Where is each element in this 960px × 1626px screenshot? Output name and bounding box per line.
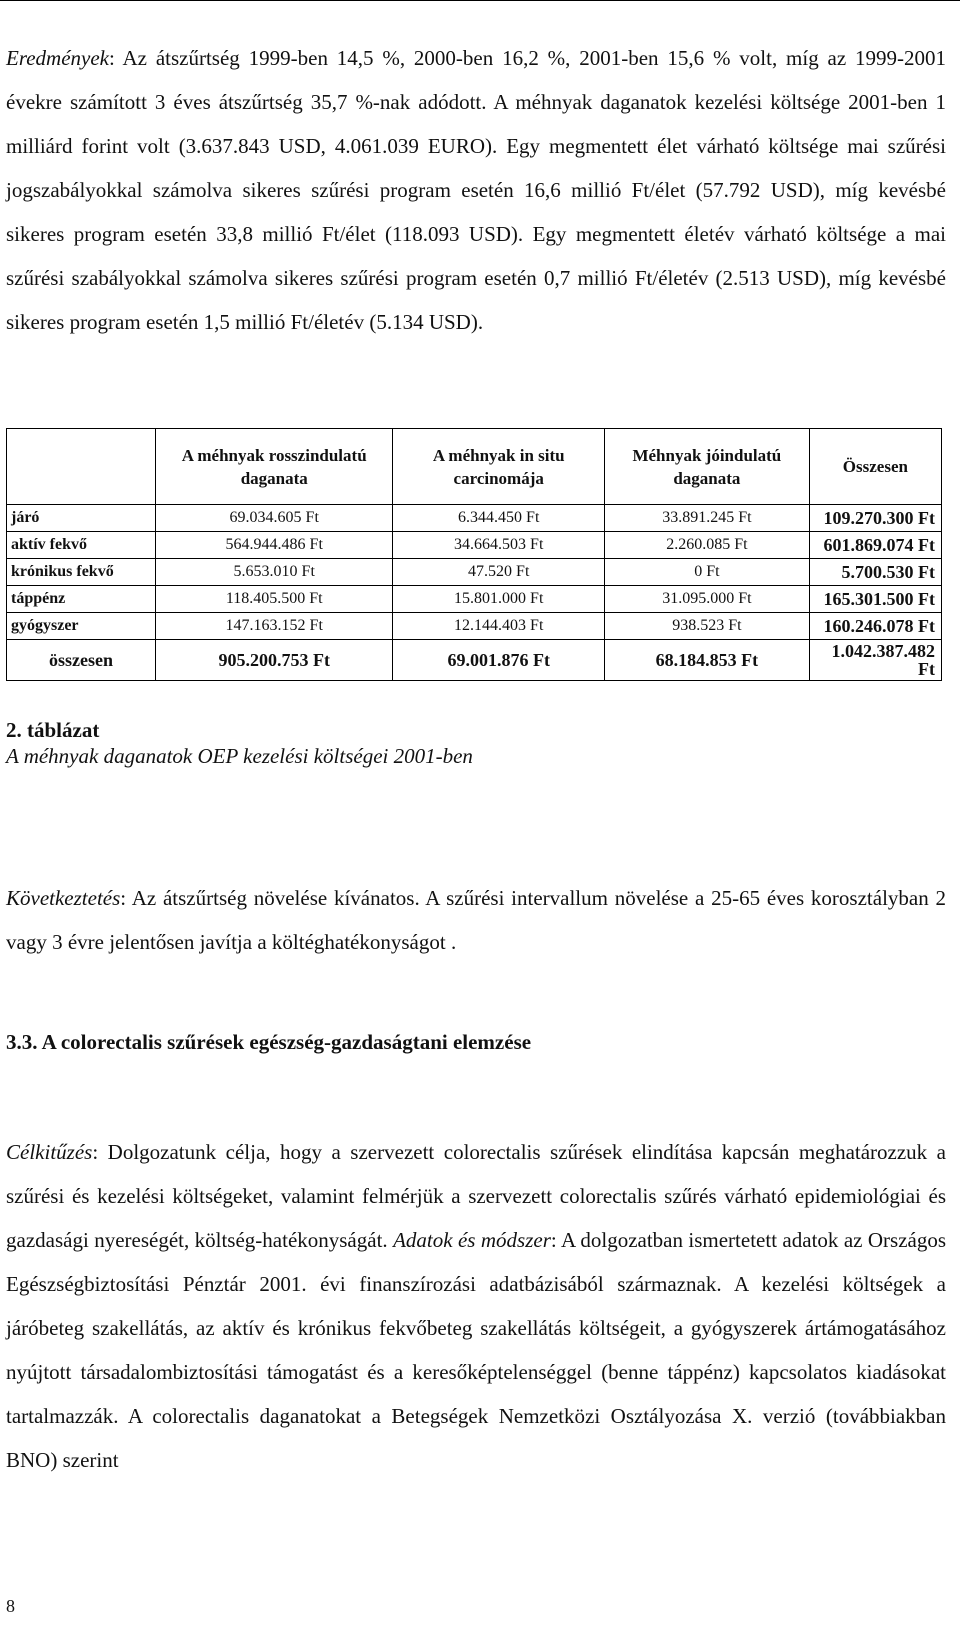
objective-paragraph	[6, 1130, 946, 1482]
header-empty	[7, 429, 156, 505]
table-row	[7, 613, 942, 640]
header-in-situ: A méhnyak in situ carcinomája	[393, 429, 605, 505]
cell-total: 109.270.300 Ft	[809, 505, 941, 532]
section-heading: 3.3. A colorectalis szűrések egészség-gazdaságtani elemzése	[6, 1030, 532, 1054]
table-row	[7, 532, 942, 559]
page-number: 8	[6, 1596, 15, 1616]
cell-in-situ: 12.144.403 Ft	[393, 613, 605, 640]
cell-malignant: 69.034.605 Ft	[156, 505, 393, 532]
cell-in-situ: 15.801.000 Ft	[393, 586, 605, 613]
results-label: Eredmények	[6, 46, 109, 70]
conclusion-paragraph	[6, 876, 946, 964]
row-label: járó	[7, 505, 156, 532]
table-row	[7, 559, 942, 586]
row-label: gyógyszer	[7, 613, 156, 640]
cell-in-situ: 6.344.450 Ft	[393, 505, 605, 532]
conclusion-text: : Az átszűrtség növelése kívánatos. A szűrési intervallum növelése a 25-65 éves korosztályban 2 vagy 3 évre jelentősen javítja a költéghatékonyságot .	[6, 886, 946, 954]
table-header-row	[7, 429, 942, 505]
cost-table	[6, 428, 942, 681]
conclusion-label: Következtetés	[6, 886, 121, 910]
sum-benign: 68.184.853 Ft	[605, 640, 810, 681]
sum-total: 1.042.387.482 Ft	[809, 640, 941, 681]
table-caption-number: 2. táblázat	[6, 718, 100, 742]
methods-label: Adatok és módszer	[393, 1228, 551, 1252]
sum-in-situ: 69.001.876 Ft	[393, 640, 605, 681]
header-malignant: A méhnyak rosszindulatú daganata	[156, 429, 393, 505]
cell-in-situ: 34.664.503 Ft	[393, 532, 605, 559]
cell-malignant: 147.163.152 Ft	[156, 613, 393, 640]
table-sum-row	[7, 640, 942, 681]
sum-label: összesen	[7, 640, 156, 681]
cell-total: 601.869.074 Ft	[809, 532, 941, 559]
row-label: krónikus fekvő	[7, 559, 156, 586]
objective-text: : Dolgozatunk célja, hogy a szervezett colorectalis szűrések elindítása kapcsán meghatározzuk a szűrési és kezelési költségeket, valamint felmérjük a szervezett colorectalis szűrés várható epidemiológiai és gazdasági nyereségét, költség-hatékonyságát.	[6, 1140, 946, 1252]
sum-malignant: 905.200.753 Ft	[156, 640, 393, 681]
cell-total: 165.301.500 Ft	[809, 586, 941, 613]
row-label: táppénz	[7, 586, 156, 613]
table-row	[7, 586, 942, 613]
cell-benign: 0 Ft	[605, 559, 810, 586]
table-caption-text: A méhnyak daganatok OEP kezelési költségei 2001-ben	[6, 744, 473, 768]
methods-text: : A dolgozatban ismertetett adatok az Országos Egészségbiztosítási Pénztár 2001. évi finanszírozási adatbázisából származnak. A kezelési költségek a járóbeteg szakellátás, az aktív és krónikus fekvőbeteg szakellátás költségeit, a gyógyszerek ártámogatásához nyújtott társadalombiztosítási támogatást és a keresőképtelenséggel (benne táppénz) kapcsolatos kiadásokat tartalmazzák. A colorectalis daganatokat a Betegségek Nemzetközi Osztályozása X. verzió (továbbiakban BNO) szerint	[6, 1228, 947, 1472]
cell-malignant: 118.405.500 Ft	[156, 586, 393, 613]
table-row	[7, 505, 942, 532]
cell-in-situ: 47.520 Ft	[393, 559, 605, 586]
results-text: : Az átszűrtség 1999-ben 14,5 %, 2000-ben 16,2 %, 2001-ben 15,6 % volt, míg az 1999-2001 évekre számított 3 éves átszűrtség 35,7 %-nak adódott. A méhnyak daganatok kezelési költsége 2001-ben 1 milliárd forint volt (3.637.843 USD, 4.061.039 EURO). Egy megmentett élet várható költsége mai szűrési jogszabályokkal számolva sikeres szűrési program esetén 16,6 millió Ft/élet (57.792 USD), míg kevésbé sikeres program esetén 33,8 millió Ft/élet (118.093 USD). Egy megmentett életév várható költsége a mai szűrési szabályokkal számolva sikeres szűrési program esetén 0,7 millió Ft/életév (2.513 USD), míg kevésbé sikeres program esetén 1,5 millió Ft/életév (5.134 USD).	[6, 46, 946, 334]
cell-malignant: 5.653.010 Ft	[156, 559, 393, 586]
results-paragraph	[6, 36, 946, 344]
row-label: aktív fekvő	[7, 532, 156, 559]
header-benign: Méhnyak jóindulatú daganata	[605, 429, 810, 505]
cell-benign: 33.891.245 Ft	[605, 505, 810, 532]
cell-benign: 2.260.085 Ft	[605, 532, 810, 559]
objective-label: Célkitűzés	[6, 1140, 93, 1164]
cell-total: 160.246.078 Ft	[809, 613, 941, 640]
cell-benign: 938.523 Ft	[605, 613, 810, 640]
cell-total: 5.700.530 Ft	[809, 559, 941, 586]
cell-malignant: 564.944.486 Ft	[156, 532, 393, 559]
top-rule	[0, 0, 960, 1]
header-total: Összesen	[809, 429, 941, 505]
cell-benign: 31.095.000 Ft	[605, 586, 810, 613]
